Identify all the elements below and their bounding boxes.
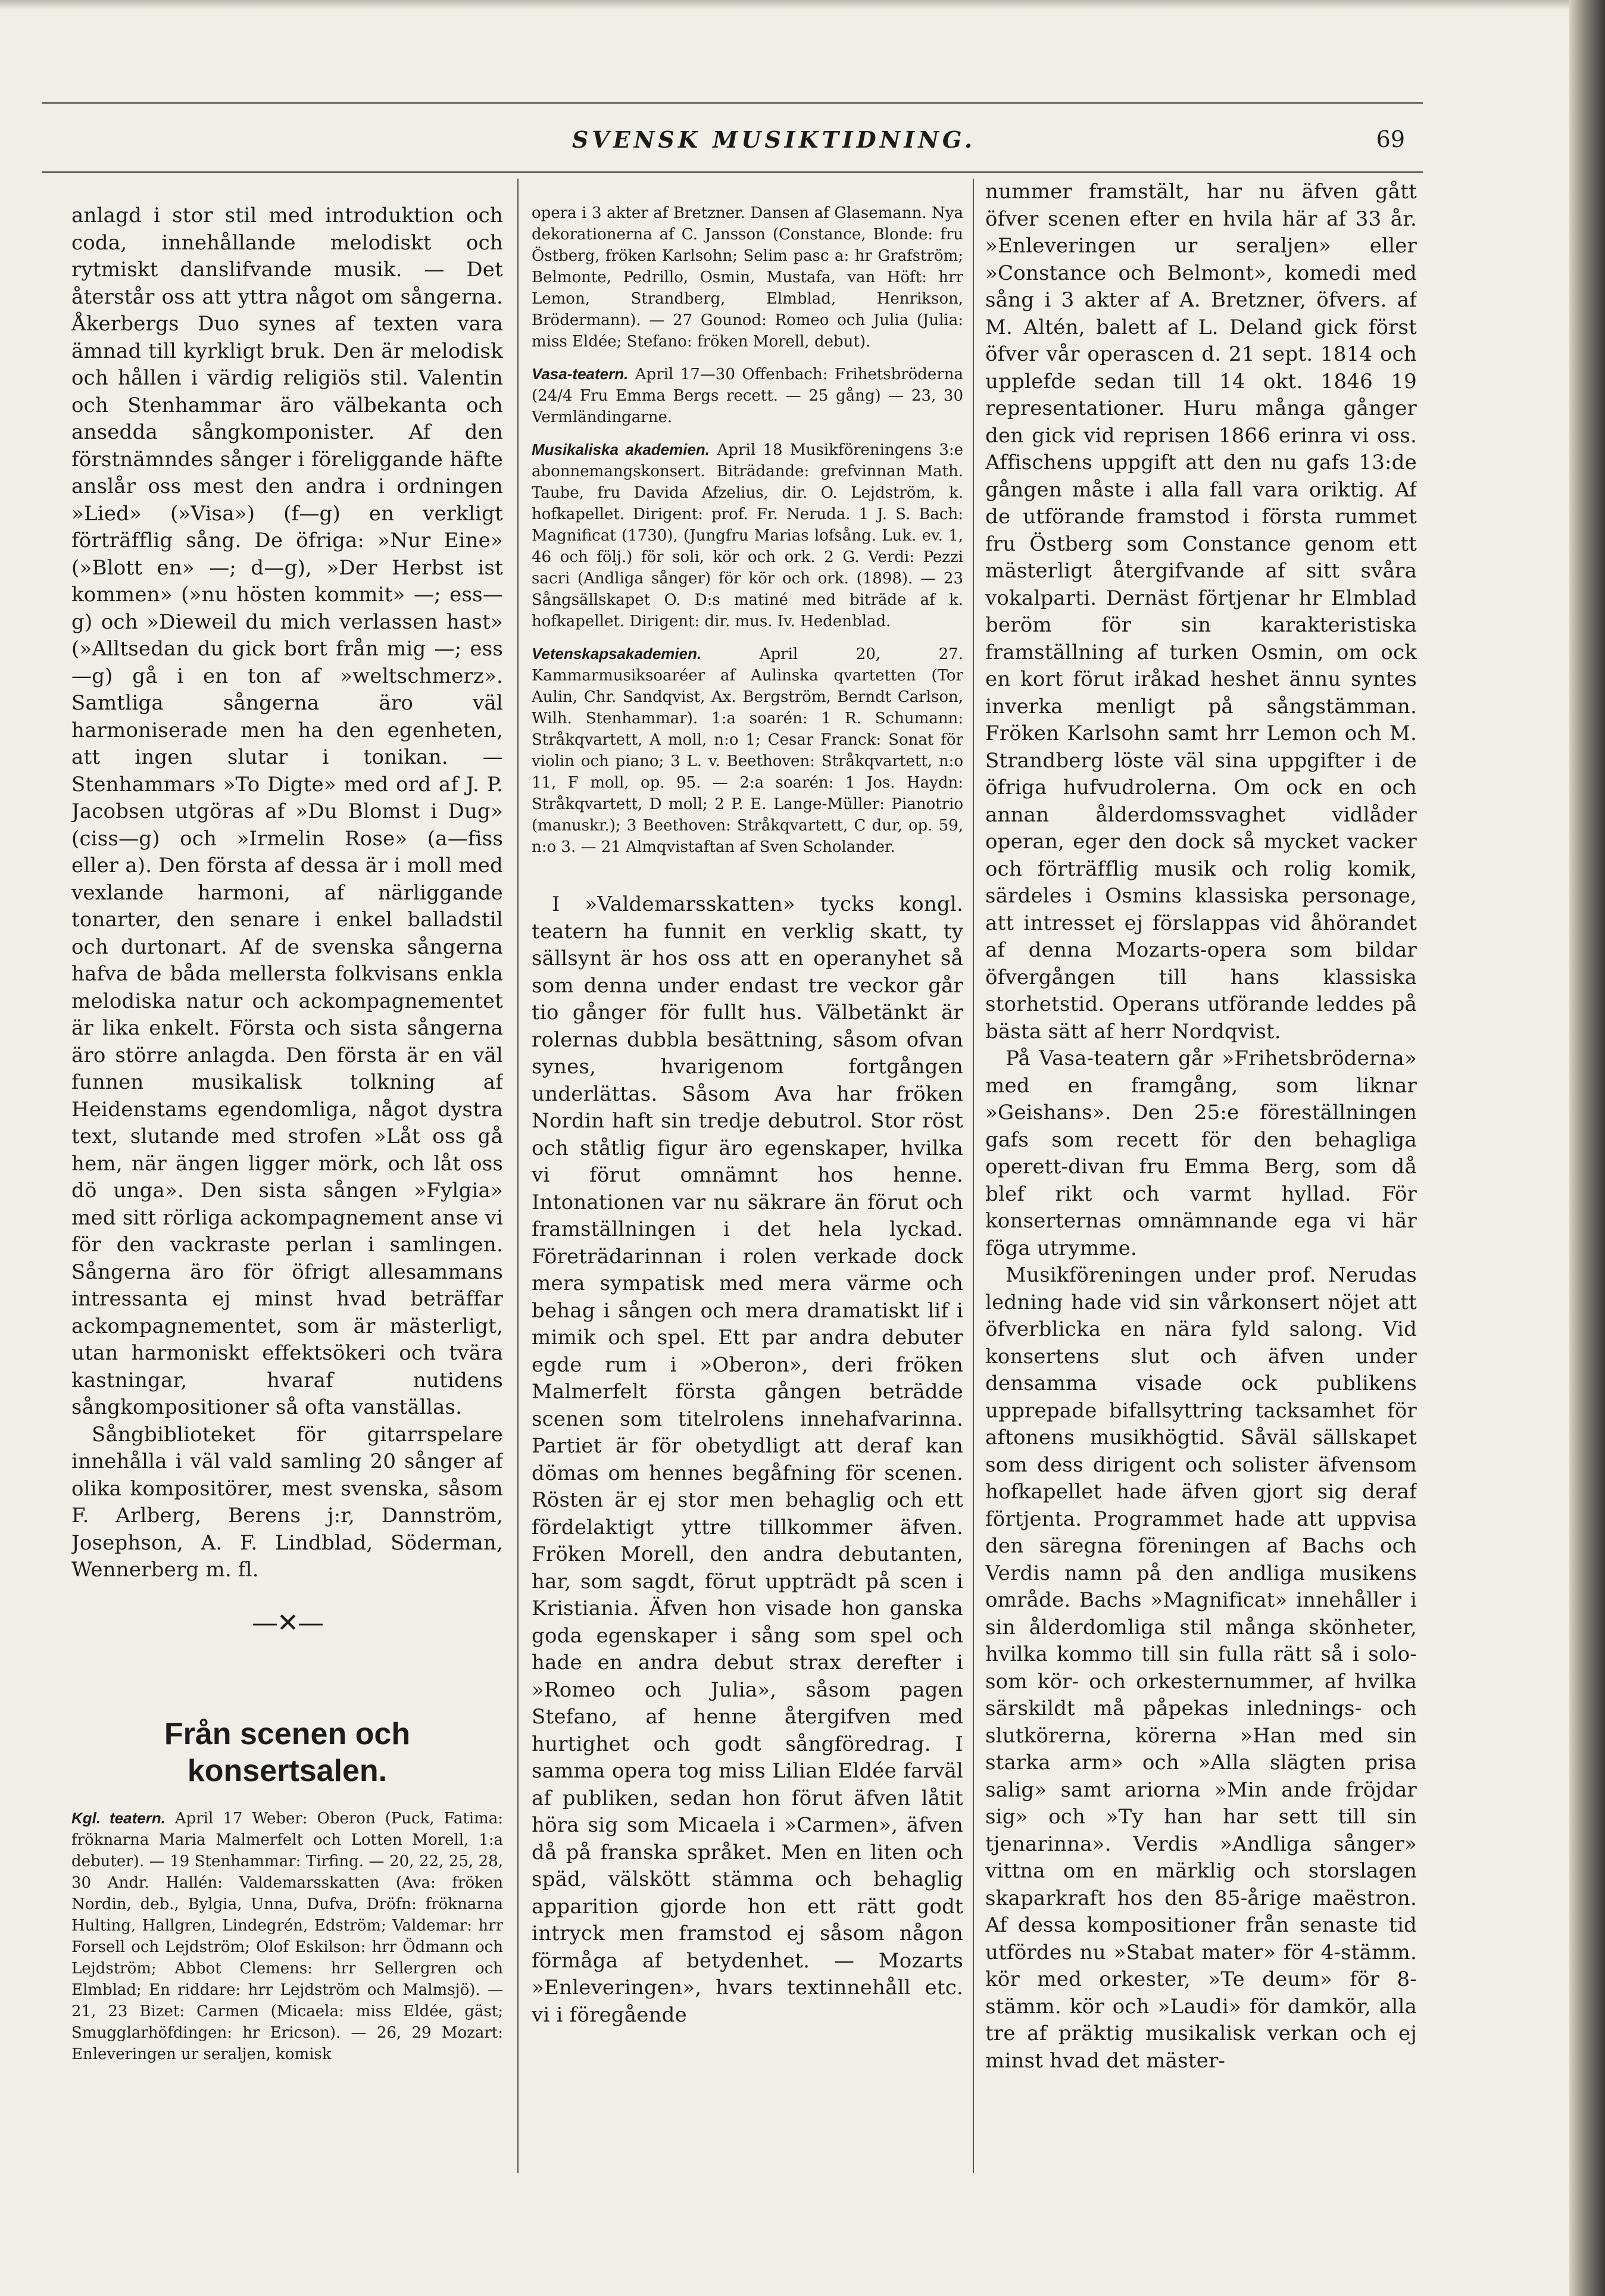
- entry-kgl-continued: opera i 3 akter af Bretzner. Dansen af Glasemann. Nya dekorationerna af C. Jansson (Constance, Blonde: fru Östberg, fröken Karlsohn; Selim pasc a: hr Grafström; Belmonte, Pedrillo, Osmin, Mustafa, van Höft: hrr Lemon, Strandberg, Elmblad, Henrikson, Brödermann). — 27 Gounod: Romeo och Julia (Julia: miss Eldée; Stefano: fröken Morell, debut).: [532, 204, 963, 351]
- entry-vetenskapsakademien: [532, 643, 963, 858]
- column-2: [532, 202, 963, 2167]
- header-top-rule: [42, 102, 1423, 104]
- entry-mus-head: Musikaliska akademien.: [532, 441, 710, 458]
- col3-paragraph-3: Musikföreningen under prof. Nerudas ledning hade vid sin vårkonsert nöjet att öfverblicka en nära fyld salong. Vid konsertens slut och äfven under densamma visade ock publikens upprepade bifallsyttring tacksamhet för aftonens musikhögtid. Såväl sällskapet som dess dirigent och solister äfvensom hofkapellet hade äfven gjort sig deraf förtjenta. Programmet hade att uppvisa den säregna föreningen af Bachs och Verdis namn på den andliga musikens område. Bachs »Magnificat» innehåller i sin ålderdomliga stil många skönheter, hvilka kommo till sin fulla rätt så i solo- som kör- och orkesternummer, af hvilka särskildt må påpekas inlednings- och slutkörerna, körerna »Han med sin starka arm» och »Alla slägten prisa salig» samt ariorna »Min ande fröjdar sig» och »Ty han har sett till sin tjenarinna». Verdis »Andliga sånger» vittna om en märklig och storslagen skaparkraft hos den 85-årige maëstron. Af dessa kompositioner från senaste tid utfördes nu »Stabat mater» för 4-stämm. kör med orkester, »Te deum» för 8-stämm. kör och »Laudi» för damkör, alla tre af präktig musikalisk verkan och ej minst hvad det mäster-: [985, 1263, 1417, 2073]
- entry-vet-head: Vetenskapsakademien.: [532, 645, 702, 663]
- header-bottom-rule: [42, 171, 1423, 173]
- entry-kgl-text: April 17 Weber: Oberon (Puck, Fatima: fröknarna Maria Malmerfelt och Lotten Morell, 1:a debuter). — 19 Stenhammar: Tirfing. — 20, 22, 25, 28, 30 Andr. Hallén: Valdemarsskatten (Ava: fröken Nordin, deb., Bylgia, Unna, Dufva, Dröfn: fröknarna Hulting, Hallgren, Lindegrén, Edström; Valdemar: hrr Forsell och Lejdström; Olof Eskilson: hrr Ödmann och Lejdström; Abbot Clemens: hrr Sellergren och Elmblad; En riddare: hrr Lejdström och Malmsjö). — 21, 23 Bizet: Carmen (Micaela: miss Eldée, gäst; Smugglarhöfdingen: hr Ericson). — 26, 29 Mozart: Enleveringen ur seraljen, komisk: [71, 1809, 503, 2063]
- page-number: 69: [1376, 126, 1405, 152]
- col3-paragraph-1: nummer framstält, har nu äfven gått öfver scenen efter en hvila här af 33 år. »Enleveringen ur seraljen» eller »Constance och Belmont», komedi med sång i 3 akter af A. Bretzner, öfvers. af M. Altén, balett af L. Deland gick först öfver vår operascen d. 21 sept. 1814 och upplefde sedan till 14 okt. 1846 19 representationer. Huru många gånger den gick vid reprisen 1866 erinra vi oss. Affischens uppgift att den nu gafs 13:de gången måste i alla fall vara oriktig. Af de utförande framstod i första rummet fru Östberg som Constance genom ett mästerligt återgifvande af sitt svåra vokalparti. Dernäst förtjenar hr Elmblad beröm för sin karakteristiska framställning af turken Osmin, om ock en kort förut iråkad heshet ännu syntes inverka menligt på sångstämman. Fröken Karlsohn samt hrr Lemon och M. Strandberg löste väl sina uppgifter i de öfriga hufvudrolerna. Om ock en och annan ålderdomssvaghet vidlåder operan, eger den dock så mycket vacker och förträfflig musik och rolig komik, särdeles i Osmins klassiska personage, att intresset ej förslappas vid åhörandet af denna Mozarts-opera som bildar öfvergången till hans klassiska storhetstid. Operans utförande leddes på bästa sätt af herr Nordqvist.: [985, 180, 1417, 1044]
- entry-vasa-teatern: [532, 363, 963, 428]
- col3-paragraph-2: På Vasa-teatern går »Frihetsbröderna» med en framgång, som liknar »Geishans». Den 25:e föreställningen gafs som recett för den behagliga operett-divan fru Emma Berg, som då blef rikt och varmt hyllad. För konserternas omnämnande ega vi här föga utrymme.: [985, 1047, 1417, 1260]
- entry-kgl-teatern: [71, 1807, 503, 2065]
- section-title: Från scenen och konsertsalen.: [164, 1716, 411, 1788]
- entry-kgl-head: Kgl. teatern.: [71, 1808, 166, 1827]
- entry-vet-text: April 20, 27. Kammarmusiksoaréer af Aulinska qvartetten (Tor Aulin, Chr. Sandqvist, Ax. Bergström, Berndt Carlson, Wilh. Stenhammar). 1:a soarén: 1 R. Schumann: Stråkqvartett, A moll, n:o 1; Cesar Franck: Sonat för violin och piano; 3 L. v. Beethoven: Stråkqvartett, n:o 11, F moll, op. 95. — 2:a soarén: 1 Jos. Haydn: Stråkqvartett, D moll; 2 P. E. Lange-Müller: Pianotrio (manuskr.); 3 Beethoven: Stråkqvartett, C dur, op. 59, n:o 3. — 21 Almqvistaftan af Sven Scholander.: [532, 645, 963, 856]
- col1-paragraph-2: Sångbiblioteket för gitarrspelare innehålla i väl vald samling 20 sånger af olika kompositörer, mest svenska, såsom F. Arlberg, Berens j:r, Dannström, Josephson, A. F. Lindblad, Söderman, Wennerberg m. fl.: [71, 1422, 503, 1582]
- column-rule-2: [973, 179, 974, 2173]
- col2-paragraph-main: I »Valdemarsskatten» tycks kongl. teatern ha funnit en verklig skatt, ty sällsynt är hos oss att en operanyhet så som denna under endast tre veckor går tio gånger för fullt hus. Välbetänkt är rolernas dubbla besättning, såsom ofvan synes, hvarigenom fortgången underlättas. Såsom Ava har fröken Nordin haft sin tredje debutrol. Stor röst och ståtlig figur äro egenskaper, hvilka vi förut omnämnt hos henne. Intonationen var nu säkrare än förut och framställningen i det hela lyckad. Företrädarinnan i rolen verkade dock mera sympatisk med mera värme och behag i sången och mera dramatiskt lif i mimik och spel. Ett par andra debuter egde rum i »Oberon», deri fröken Malmerfelt första gången beträdde scenen som titelrolens innehafvarinna. Partiet är för obetydligt att deraf kan dömas om hennes begåfning för scenen. Rösten är ej stor men behaglig och ett fördelaktigt yttre tillkommer äfven. Fröken Morell, den andra debutanten, har, som sagdt, förut uppträdt på scen i Kristiania. Äfven hon visade hon ganska goda egenskaper i sång som spel och hade en andra debut strax derefter i »Romeo och Julia», såsom pagen Stefano, af henne återgifven med hurtighet och godt sångföredrag. I samma opera tog miss Lilian Eldée farväl af publiken, sedan hon förut äfven låtit höra sig som Micaela i »Carmen», äfven då på franska språket. Men en liten och späd, välskött stämma och behaglig apparition gjorde hon ett rätt godt intryck men framstod ej såsom någon förmåga af betydenhet. — Mozarts »Enleveringen», hvars textinnehåll etc. vi i föregående: [532, 892, 963, 2027]
- entry-musikaliska-akademien: [532, 439, 963, 632]
- column-3: [985, 179, 1417, 2167]
- entry-vasa-text: April 17—30 Offenbach: Frihetsbröderna (24/4 Fru Emma Bergs recett. — 25 gång) — 23, 30 Vermländingarne.: [532, 366, 963, 426]
- entry-mus-text: April 18 Musikföreningens 3:e abonnemangskonsert. Biträdande: grefvinnan Math. Taube, fru Davida Afzelius, dir. O. Lejdström, k. hofkapellet. Dirigent: prof. Fr. Neruda. 1 J. S. Bach: Magnificat (1730), (Jungfru Marias lofsång. Luk. ev. 1, 46 och följ.) för soli, kör och ork. 2 G. Verdi: Pezzi sacri (Andliga sånger) för kör och ork. (1898). — 23 Sångsällskapet O. D:s matiné med biträde af k. hofkapellet. Dirigent: dir. mus. Iv. Hedenblad.: [532, 441, 963, 630]
- column-2-gap: [532, 869, 963, 891]
- page-edge: [1569, 0, 1605, 2296]
- column-1: [71, 202, 503, 2167]
- running-head: SVENSK MUSIKTIDNING.: [572, 126, 976, 153]
- section-ornament: —✕—: [252, 1607, 323, 1638]
- column-rule-1: [517, 179, 519, 2173]
- col1-paragraph-1: anlagd i stor stil med introduktion och coda, innehållande melodiskt och rytmiskt danslifvande musik. — Det återstår oss att yttra något om sångerna. Åkerbergs Duo synes af texten vara ämnad till kyrkligt bruk. Den är melodisk och hållen i värdig religiös stil. Valentin och Stenhammar äro välbekanta och ansedda sångkomponister. Af den förstnämndes sånger i föreliggande häfte anslår oss mest den andra i ordningen »Lied» (»Visa») (f—g) en verkligt förträfflig sång. De öfriga: »Nur Eine» (»Blott en» —; d—g), »Der Herbst ist kommen» (»nu hösten kommit» —; ess—g) och »Dieweil du mich verlassen hast» (»Alltsedan du gick bort från mig —; ess—g) gå i en ton af »weltschmerz». Samtliga sångerna äro väl harmoniserade men ha den egenheten, att ingen slutar i tonikan. — Stenhammars »To Digte» med ord af J. P. Jacobsen utgöras af »Du Blomst i Dug» (ciss—g) och »Irmelin Rose» (a—fiss eller a). Den första af dessa är i moll med vexlande harmoni, af närliggande tonarter, den senare i enkel balladstil och durtonart. Af de svenska sångerna hafva de båda mellersta folkvisans enkla melodiska natur och ackompagnementet är lika enkelt. Första och sista sångerna äro större anlagda. Den första är en väl funnen musikalisk tolkning af Heidenstams egendomliga, något dystra text, slutande med strofen »Låt oss gå hem, när ängen ligger mörk, och låt oss dö unga». Den sista sången »Fylgia» med sitt rörliga ackompagnement anse vi för den vackraste perlan i samlingen. Sångerna äro för öfrigt allesammans intressanta ej minst hvad beträffar ackompagnementet, som är mästerligt, utan harmoniskt effektsökeri och tvära kastningar, hvaraf nutidens sångkompositioner så ofta vanställas.: [71, 204, 503, 1419]
- page-top-shadow: [0, 0, 1569, 10]
- entry-vasa-head: Vasa-teatern.: [532, 365, 629, 383]
